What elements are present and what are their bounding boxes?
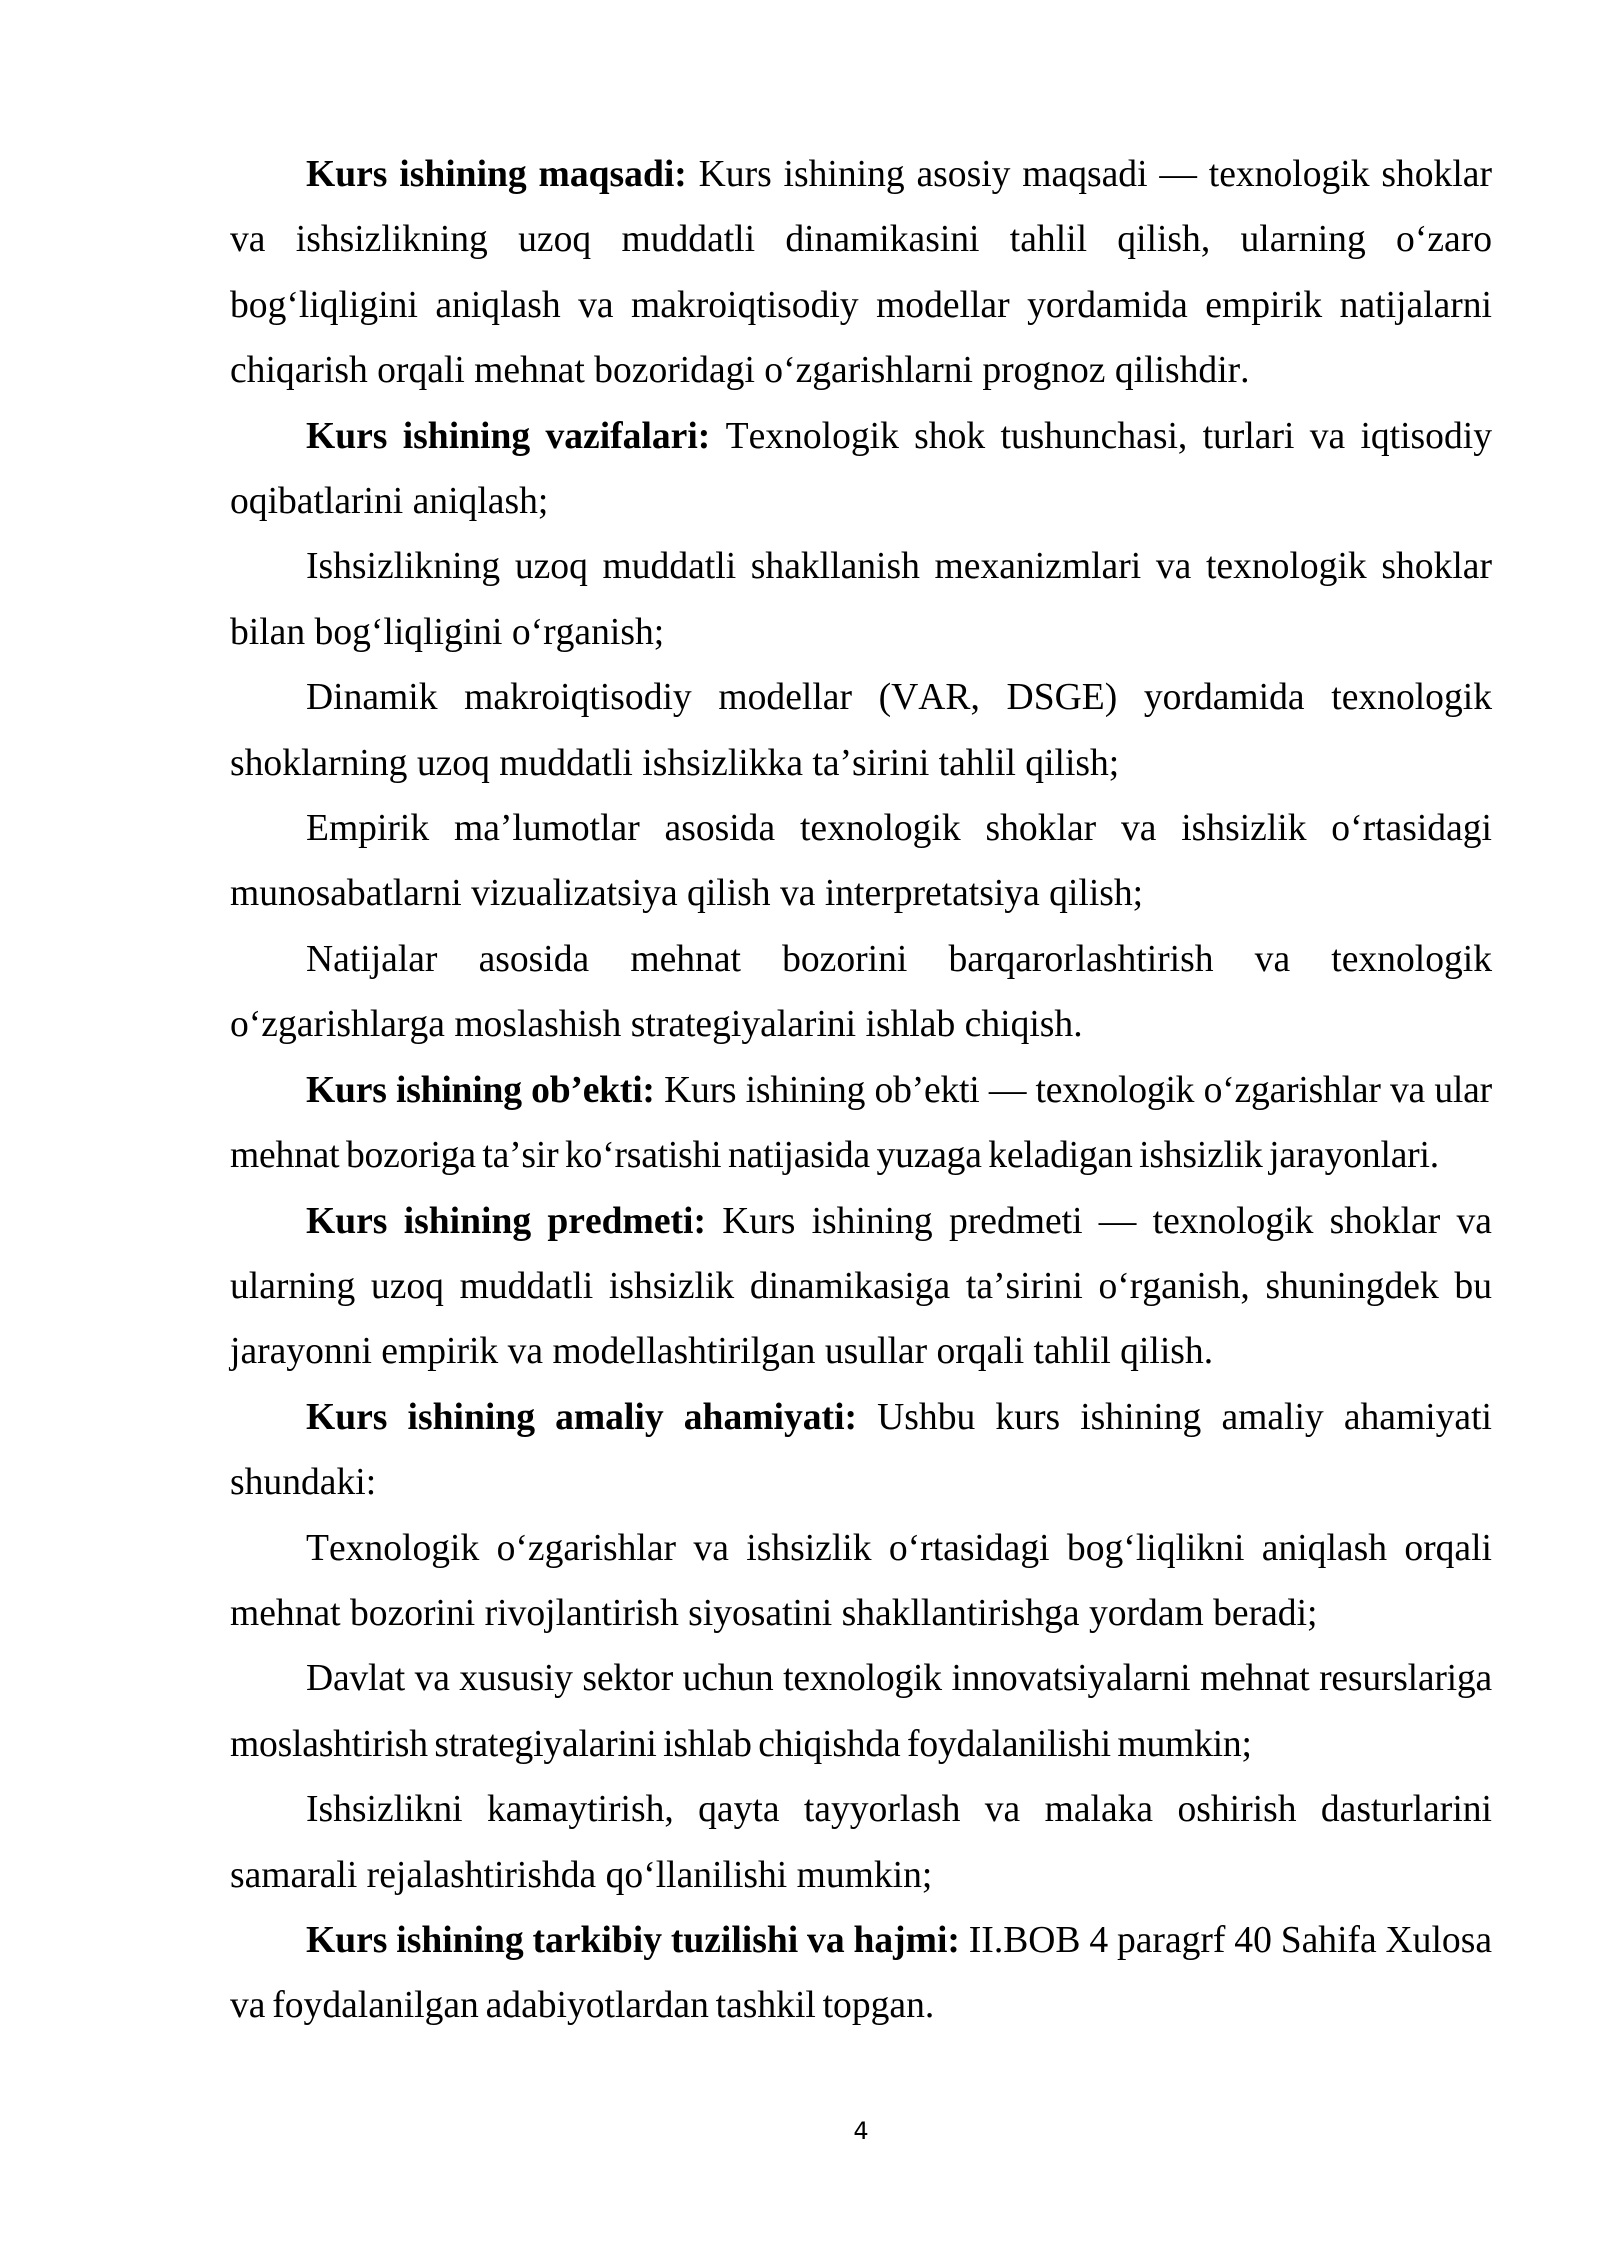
significance-item-3: Ishsizlikni kamaytirish, qayta tayyorlash va malaka oshirish dasturlarini samarali rejalashtirishda qo‘llanilishi mumkin; — [230, 1789, 1492, 1896]
objective-label: Kurs ishining maqsadi: — [306, 154, 687, 195]
task-item-4: Empirik ma’lumotlar asosida texnologik shoklar va ishsizlik o‘rtasidagi munosabatlarni vizualizatsiya qilish va interpretatsiya qilish; — [230, 808, 1492, 915]
tasks-paragraph — [230, 404, 1492, 535]
subject-label: Kurs ishining predmeti: — [306, 1200, 706, 1242]
body-text — [230, 142, 1492, 2039]
significance-item-2: Davlat va xususiy sektor uchun texnologik innovatsiyalarni mehnat resurslariga moslashtirish strategiyalarini ishlab chiqishda foydalanilishi mumkin; — [230, 1658, 1492, 1765]
object-label: Kurs ishining ob’ekti: — [306, 1069, 655, 1111]
tasks-label: Kurs ishining vazifalari: — [306, 415, 711, 457]
subject-paragraph — [230, 1189, 1492, 1385]
page-number: 4 — [853, 2117, 869, 2145]
significance-paragraph — [230, 1385, 1492, 1516]
object-text: Kurs ishining ob’ekti — texnologik o‘zgarishlar va ular mehnat bozoriga ta’sir ko‘rsatishi natijasida yuzaga keladigan ishsizlik jarayonlari. — [230, 1069, 1492, 1177]
significance-label: Kurs ishining amaliy ahamiyati: — [306, 1396, 858, 1438]
object-paragraph — [230, 1058, 1492, 1189]
task-item-5: Natijalar asosida mehnat bozorini barqarorlashtirish va texnologik o‘zgarishlarga moslashish strategiyalarini ishlab chiqish. — [230, 938, 1492, 1046]
objective-text: Kurs ishining asosiy maqsadi — texnologik shoklar va ishsizlikning uzoq muddatli dinamikasini tahlil qilish, ularning o‘zaro bog‘liqligini aniqlash va makroiqtisodiy modellar yordamida empirik natijalarni chiqarish orqali mehnat bozoridagi o‘zgarishlarni prognoz qilishdir. — [230, 154, 1492, 392]
significance-item-1: Texnologik o‘zgarishlar va ishsizlik o‘rtasidagi bog‘liqlikni aniqlash orqali mehnat bozorini rivojlantirish siyosatini shakllantirishga yordam beradi; — [230, 1527, 1492, 1634]
structure-label: Kurs ishining tarkibiy tuzilishi va hajmi: — [306, 1919, 960, 1961]
significance-text: Ushbu kurs ishining amaliy ahamiyati shundaki: — [230, 1396, 1492, 1504]
task-item-3: Dinamik makroiqtisodiy modellar (VAR, DSGE) yordamida texnologik shoklarning uzoq muddatli ishsizlikka ta’sirini tahlil qilish; — [230, 677, 1492, 784]
objective-paragraph — [230, 142, 1492, 404]
task-item-2: Ishsizlikning uzoq muddatli shakllanish mexanizmlari va texnologik shoklar bilan bog‘liqligini o‘rganish; — [230, 546, 1492, 653]
structure-paragraph — [230, 1908, 1492, 2039]
subject-text: Kurs ishining predmeti — texnologik shoklar va ularning uzoq muddatli ishsizlik dinamikasiga ta’sirini o‘rganish, shuningdek bu jarayonni empirik va modellashtirilgan usullar orqali tahlil qilish. — [230, 1200, 1492, 1373]
structure-text: II.BOB 4 paragrf 40 Sahifa Xulosa va foydalanilgan adabiyotlardan tashkil topgan. — [230, 1919, 1493, 2027]
task-item-1: Texnologik shok tushunchasi, turlari va iqtisodiy oqibatlarini aniqlash; — [230, 415, 1492, 523]
